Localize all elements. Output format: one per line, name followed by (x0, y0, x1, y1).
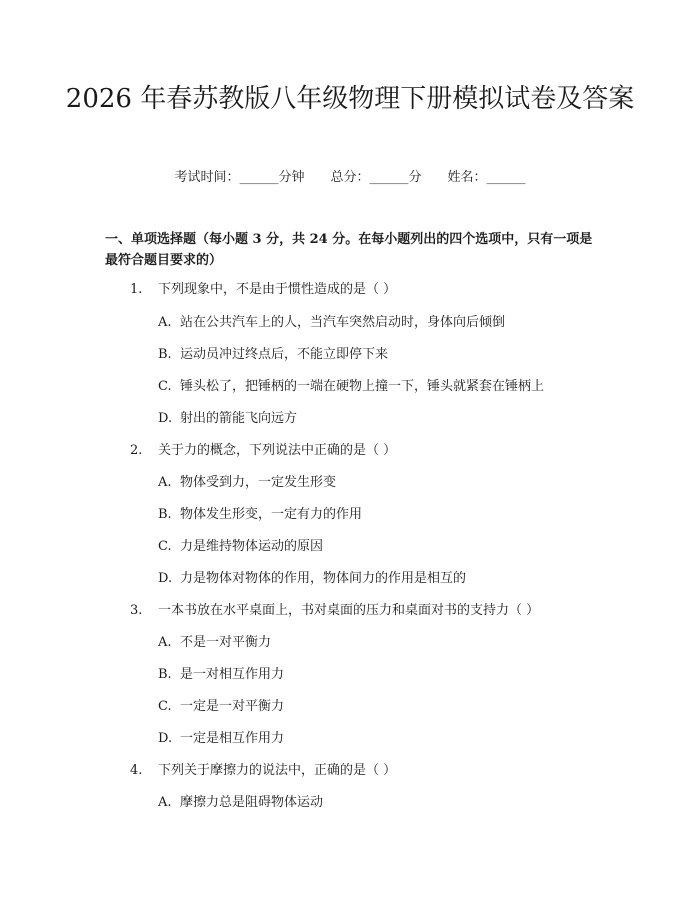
question-text: 一本书放在水平桌面上，书对桌面的压力和桌面对书的支持力（ ） (158, 603, 540, 618)
option-3d (158, 730, 284, 748)
question-text: 下列现象中，不是由于惯性造成的是（ ） (158, 282, 397, 297)
option-2c (158, 538, 323, 556)
question-number: 1. (130, 282, 143, 297)
option-text: 不是一对平衡力 (180, 635, 272, 650)
option-text: 运动员冲过终点后，不能立即停下来 (180, 347, 389, 362)
option-4a (158, 794, 323, 812)
exam-time-field: 考试时间：______分钟 (174, 170, 305, 185)
section-heading: 一、单项选择题（每小题 3 分，共 24 分。在每小题列出的四个选项中，只有一项是最符合题目要求的） (105, 232, 593, 268)
option-2d (158, 570, 466, 588)
option-2b (158, 506, 362, 524)
option-text: 一定是一对平衡力 (180, 699, 285, 714)
question-3 (130, 602, 539, 620)
option-3c (158, 698, 284, 716)
option-text: 摩擦力总是阻碍物体运动 (180, 795, 324, 810)
option-letter: D. (158, 571, 173, 586)
exam-meta (0, 169, 700, 187)
option-1d (158, 410, 297, 428)
question-number: 4. (130, 763, 143, 778)
question-text: 下列关于摩擦力的说法中，正确的是（ ） (158, 763, 397, 778)
option-1a (158, 314, 505, 332)
option-letter: A. (158, 795, 172, 810)
option-text: 锤头松了，把锤柄的一端在硬物上撞一下，锤头就紧套在锤柄上 (180, 379, 545, 394)
question-4 (130, 762, 396, 780)
option-text: 是一对相互作用力 (180, 667, 285, 682)
option-letter: D. (158, 731, 173, 746)
option-text: 力是维持物体运动的原因 (180, 539, 324, 554)
question-text: 关于力的概念，下列说法中正确的是（ ） (158, 443, 397, 458)
option-2a (158, 474, 336, 492)
option-text: 射出的箭能飞向远方 (180, 411, 298, 426)
option-letter: B. (158, 667, 172, 682)
total-score-field: 总分：______分 (330, 170, 422, 185)
question-number: 2. (130, 443, 143, 458)
option-letter: C. (158, 699, 172, 714)
option-1b (158, 346, 388, 364)
option-text: 一定是相互作用力 (180, 731, 285, 746)
option-text: 物体发生形变，一定有力的作用 (180, 507, 363, 522)
page-title: 2026 年春苏教版八年级物理下册模拟试卷及答案 (65, 84, 635, 114)
option-letter: A. (158, 315, 172, 330)
option-text: 站在公共汽车上的人，当汽车突然启动时，身体向后倾倒 (180, 315, 506, 330)
option-letter: B. (158, 347, 172, 362)
name-field: 姓名：______ (447, 170, 526, 185)
question-1 (130, 281, 396, 299)
option-3b (158, 666, 284, 684)
option-letter: A. (158, 635, 172, 650)
option-letter: B. (158, 507, 172, 522)
option-letter: A. (158, 475, 172, 490)
option-letter: C. (158, 539, 172, 554)
option-letter: D. (158, 411, 173, 426)
option-1c (158, 378, 544, 396)
option-letter: C. (158, 379, 172, 394)
option-text: 物体受到力，一定发生形变 (180, 475, 337, 490)
question-number: 3. (130, 603, 143, 618)
option-3a (158, 634, 271, 652)
option-text: 力是物体对物体的作用，物体间力的作用是相互的 (180, 571, 467, 586)
question-2 (130, 442, 396, 460)
